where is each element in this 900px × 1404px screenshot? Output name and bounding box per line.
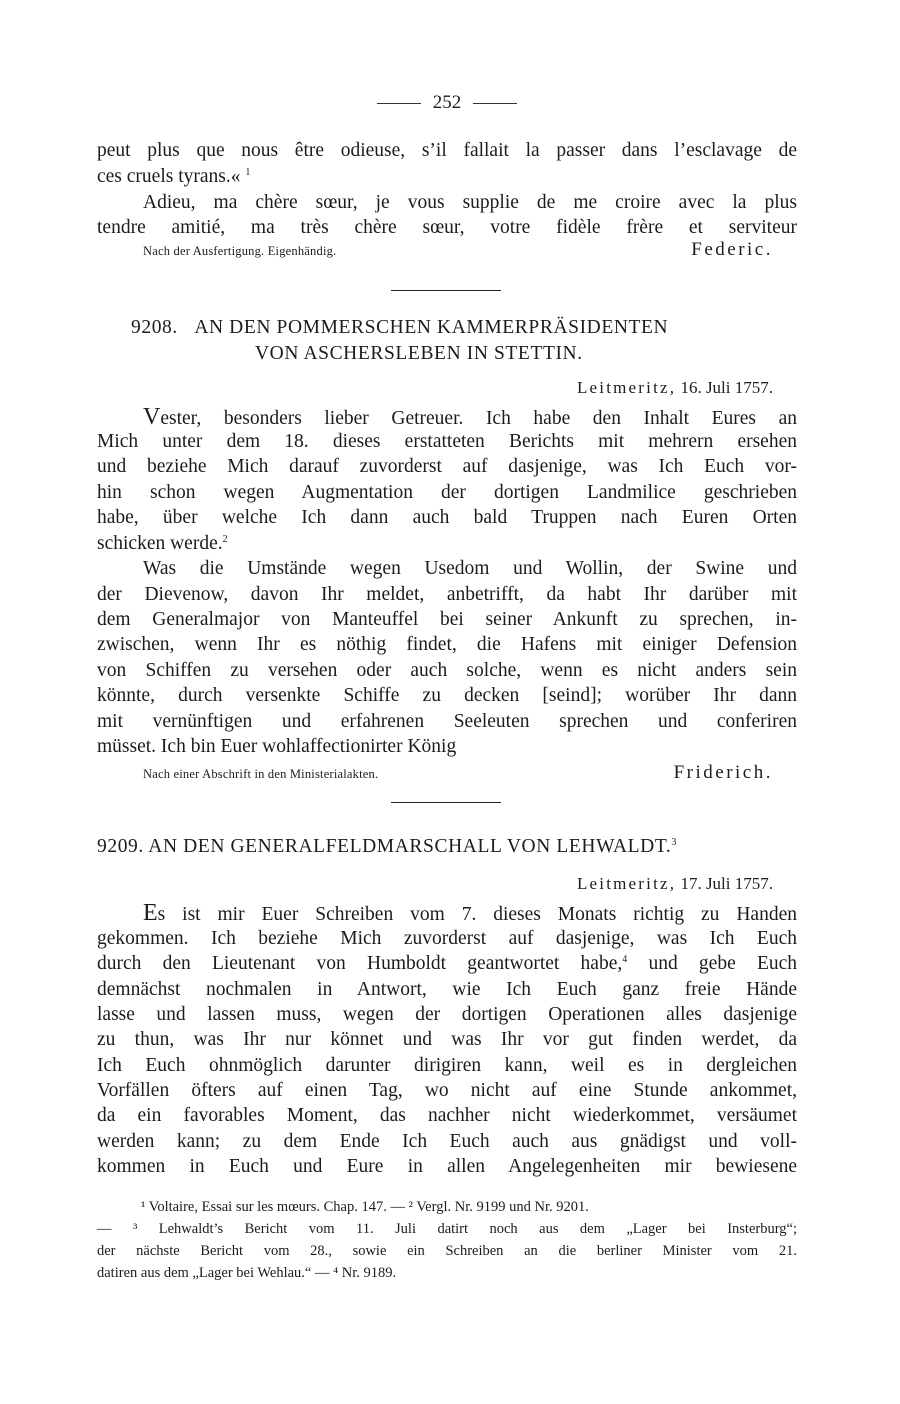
section-divider (391, 802, 501, 803)
letter-line: gekommen. Ich beziehe Mich zuvorderst auf dasjenige, was Ich Euch (97, 928, 797, 949)
letter-line: zwischen, wenn Ihr es nöthig findet, die Hafens mit einiger Defension (97, 634, 797, 655)
letter-line: zu thun, was Ihr nur könnet und was Ihr vor gut finden werdet, da (97, 1029, 797, 1050)
letter-line: Mich unter dem 18. dieses erstatteten Berichts mit mehrern ersehen (97, 431, 797, 452)
dateline: Leitmeritz, 16. Juli 1757. (576, 378, 773, 397)
letter-line: demnächst nochmalen in Antwort, wie Ich Euch ganz freie Hände (97, 979, 797, 1000)
page-number: 252 (432, 92, 462, 113)
signature: Federic. (691, 239, 773, 260)
footnote-line: ¹ Voltaire, Essai sur les mœurs. Chap. 147. — ² Vergl. Nr. 9199 und Nr. 9201. (141, 1199, 589, 1215)
continuation-line: peut plus que nous être odieuse, s’il fallait la passer dans l’esclavage de (97, 140, 797, 161)
letter-line: Vester, besonders lieber Getreuer. Ich habe den Inhalt Eures an (143, 404, 797, 430)
letter-line: von Schiffen zu versehen oder auch solche, wenn es nicht anders sein (97, 660, 797, 681)
footnote-marker: 3 (671, 837, 677, 848)
letter-line: da ein favorables Moment, das nachher nicht wiederkommet, versäumet (97, 1105, 797, 1126)
letter-line: Vorfällen öfters auf einen Tag, wo nicht auf eine Stunde ankommet, (97, 1080, 797, 1101)
initial-letter: V (143, 404, 161, 430)
page-header (97, 90, 797, 116)
document-page (97, 90, 797, 1390)
letter-line: müsset. Ich bin Euer wohlaffectionirter König (97, 736, 457, 757)
continuation-line: tendre amitié, ma très chère sœur, votre fidèle frère et serviteur (97, 217, 797, 238)
footnote-line: der nächste Bericht vom 28., sowie ein Schreiben an die berliner Minister vom 21. (97, 1243, 797, 1259)
source-note: Nach einer Abschrift in den Ministerialakten. (143, 767, 379, 781)
signature: Friderich. (673, 762, 773, 783)
signature-row (97, 235, 797, 261)
letter-line: Was die Umstände wegen Usedom und Wollin, der Swine und (143, 558, 797, 579)
source-note: Nach der Ausfertigung. Eigenhändig. (143, 244, 337, 258)
letter-line: der Dievenow, davon Ihr meldet, anbetrifft, da habt Ihr darüber mit (97, 584, 797, 605)
letter-title: 9208. AN DEN POMMERSCHEN KAMMERPRÄSIDENTEN (131, 317, 669, 338)
letter-line: durch den Lieutenant von Humboldt geantwortet habe,$^4$ und gebe Euch (97, 953, 798, 974)
signature-row (97, 758, 797, 784)
footnote-marker: 1 (245, 167, 251, 178)
letter-line: schicken werde.$^2$ (97, 533, 228, 554)
footnote-line: datiren aus dem „Lager bei Wehlau.“ — ⁴ Nr. 9189. (97, 1265, 397, 1281)
letter-line: habe, über welche Ich dann auch bald Truppen nach Euren Orten (97, 507, 797, 528)
letter-line: Es ist mir Euer Schreiben vom 7. dieses Monats richtig zu Handen (143, 900, 797, 926)
footnote-line: — ³ Lehwaldt’s Bericht vom 11. Juli datirt noch aus dem „Lager bei Insterburg“; (97, 1221, 797, 1237)
header-dash-left (377, 103, 421, 104)
letter-line: Ich Euch ohnmöglich darunter dirigiren kann, weil es in dergleichen (97, 1055, 797, 1076)
letter-line: und beziehe Mich darauf zuvorderst auf dasjenige, was Ich Euch vor- (97, 456, 797, 477)
footnote-marker: 4 (622, 954, 628, 965)
letter-line: hin schon wegen Augmentation der dortigen Landmilice geschrieben (97, 482, 797, 503)
section-divider (391, 290, 501, 291)
letter-line: könnte, durch versenkte Schiffe zu decken [seind]; worüber Ihr dann (97, 685, 797, 706)
letter-title: 9209. AN DEN GENERALFELDMARSCHALL VON LEHWALDT.$^3$ (97, 836, 677, 857)
header-dash-right (473, 103, 517, 104)
continuation-line: Adieu, ma chère sœur, je vous supplie de me croire avec la plus (143, 192, 797, 213)
letter-line: lasse und lassen muss, wegen der dortigen Operationen alles dasjenige (97, 1004, 797, 1025)
letter-title-line2: VON ASCHERSLEBEN IN STETTIN. (255, 343, 583, 364)
letter-number: 9209. (97, 836, 144, 857)
footnote-marker: 2 (222, 534, 228, 545)
letter-line: mit vernünftigen und erfahrenen Seeleuten sprechen und conferiren (97, 711, 797, 732)
letter-line: dem Generalmajor von Manteuffel bei seiner Ankunft zu sprechen, in- (97, 609, 797, 630)
continuation-line: ces cruels tyrans.« $^1$ (97, 166, 251, 187)
letter-number: 9208. (131, 317, 178, 338)
initial-letter: E (143, 900, 158, 926)
dateline: Leitmeritz, 17. Juli 1757. (576, 874, 773, 893)
letter-line: werden kann; zu dem Ende Ich Euch auch aus gnädigst und voll- (97, 1131, 797, 1152)
letter-line: kommen in Euch und Eure in allen Angelegenheiten mir bewiesene (97, 1156, 797, 1177)
